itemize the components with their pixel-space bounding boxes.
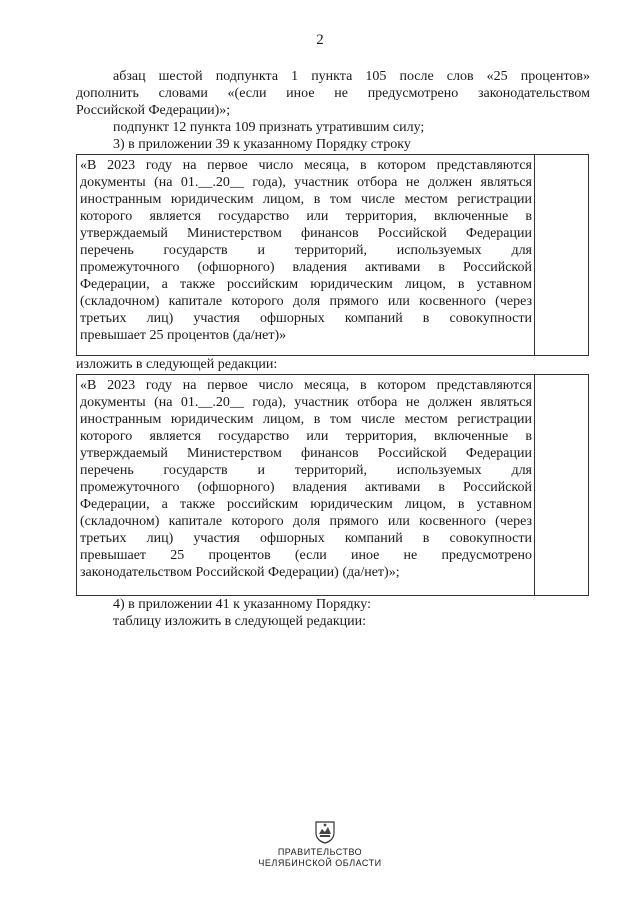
paragraph-3: 3) в приложении 39 к указанному Порядку строку [113,137,411,152]
paragraph-1-line-2: дополнить словами «(если иное не предусмотрено законодательством [76,86,590,101]
new-row-text [80,377,532,581]
paragraph-1-line-1: абзац шестой подпункта 1 пункта 105 после слов «25 процентов» [113,69,590,84]
old-row-line: утверждаемый Министерством финансов Российской Федерации [80,226,532,241]
coat-of-arms-icon [314,820,336,844]
old-row-line: «В 2023 году на первое число месяца, в котором представляются [80,158,532,173]
new-row-line: «В 2023 году на первое число месяца, в котором представляются [80,378,532,393]
paragraph-2: подпункт 12 пункта 109 признать утратившим силу; [113,120,425,135]
old-row-line: иностранным юридическим лицом, в том числе местом регистрации [80,192,532,207]
new-row-line: законодательством Российской Федерации) (да/нет)»; [80,565,400,580]
new-row-line: (складочном) капитале которого доля прямого или косвенного (через [80,514,532,529]
new-row-line: утверждаемый Министерством финансов Российской Федерации [80,446,532,461]
footer-line-2: ЧЕЛЯБИНСКОЙ ОБЛАСТИ [258,858,382,868]
footer-line-1: ПРАВИТЕЛЬСТВО [277,847,363,857]
old-row-line: промежуточного (офшорного) владения активами в Российской [80,260,532,275]
table-column-divider [534,155,535,355]
old-row-line: третьих лиц) участия офшорных компаний в совокупности [80,311,532,326]
new-row-line: перечень государств и территорий, используемых для [80,463,532,478]
new-row-line: документы (на 01.__.20__ года), участник отбора не должен являться [80,395,532,410]
old-row-line: которого является государство или территория, включенные в [80,209,532,224]
old-row-line: (складочном) капитале которого доля прямого или косвенного (через [80,294,532,309]
new-row-line: Федерации, а также российским юридическим лицом, в уставном [80,497,532,512]
new-row-line: иностранным юридическим лицом, в том числе местом регистрации [80,412,532,427]
old-row-table [76,154,589,356]
table-column-divider [534,375,535,595]
paragraph-1-line-3: Российской Федерации)»; [76,103,231,118]
paragraph-4: изложить в следующей редакции: [76,357,278,372]
new-row-line: третьих лиц) участия офшорных компаний в совокупности [80,531,532,546]
new-row-table [76,374,589,596]
paragraph-5: 4) в приложении 41 к указанному Порядку: [113,597,371,612]
old-row-line: документы (на 01.__.20__ года), участник отбора не должен являться [80,175,532,190]
new-row-line: промежуточного (офшорного) владения активами в Российской [80,480,532,495]
paragraph-6: таблицу изложить в следующей редакции: [113,614,367,629]
old-row-line: Федерации, а также российским юридическим лицом, в уставном [80,277,532,292]
new-row-line: превышает 25 процентов (если иное не предусмотрено [80,548,532,563]
old-row-line: перечень государств и территорий, используемых для [80,243,532,258]
old-row-text [80,157,532,344]
page-number: 2 [316,32,324,48]
new-row-line: которого является государство или территория, включенные в [80,429,532,444]
old-row-line: превышает 25 процентов (да/нет)» [80,328,287,343]
